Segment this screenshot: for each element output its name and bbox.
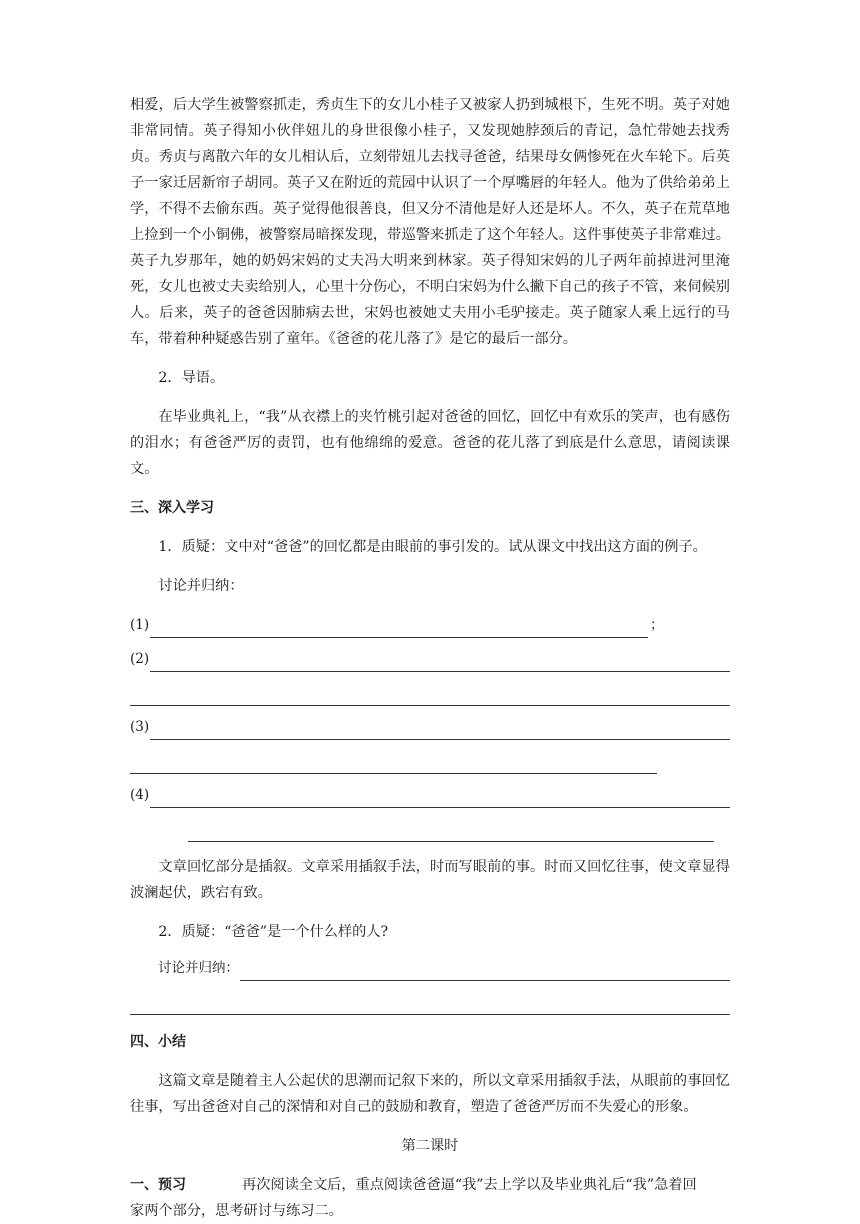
section-heading-deep-study: 三、深入学习 bbox=[130, 500, 214, 516]
preview-text-first: 再次阅读全文后，重点阅读爸爸逼“我”去上学以及毕业典礼后“我”急着回 bbox=[242, 1177, 697, 1193]
question-2: 2．质疑：“爸爸”是一个什么样的人? bbox=[158, 924, 389, 940]
blank-line bbox=[150, 653, 730, 672]
section-heading-summary: 四、小结 bbox=[130, 1034, 186, 1050]
blank-semicolon: ； bbox=[650, 617, 664, 633]
answer-blank-3[interactable] bbox=[130, 714, 730, 740]
discuss-label: 讨论并归纳： bbox=[158, 578, 244, 594]
blank-label-4: (4) bbox=[130, 787, 150, 803]
blank-label-2: (2) bbox=[130, 651, 150, 667]
blank-line bbox=[150, 789, 730, 808]
blank-label-3: (3) bbox=[130, 719, 150, 735]
preview-text-second: 家两个部分，思考研讨与练习二。 bbox=[130, 1203, 343, 1219]
intro-paragraph: 相爱，后大学生被警察抓走，秀贞生下的女儿小桂子又被家人扔到城根下，生死不明。英子对她非常同情。英子得知小伙伴妞儿的身世很像小桂子，又发现她脖颈后的青记，急忙带她去找秀贞。秀贞与离散六年的女儿相认后，立刻带妞儿去找寻爸爸，结果母女俩惨死在火车轮下。后英子一家迁居新帘子胡同。英子又在附近的荒园中认识了一个厚嘴唇的年轻人。他为了供给弟弟上学，不得不去偷东西。英子觉得他很善良，但又分不清他是好人还是坏人。不久，英子在荒草地上捡到一个小铜佛，被警察局暗探发现，带巡警来抓走了这个年轻人。这件事使英子非常难过。英子九岁那年，她的奶妈宋妈的丈夫冯大明来到林家。英子得知宋妈的儿子两年前掉进河里淹死，女儿也被丈夫卖给别人，心里十分伤心，不明白宋妈为什么撇下自己的孩子不管，来伺候别人。后来，英子的爸爸因肺病去世，宋妈也被她丈夫用小毛驴接走。英子随家人乘上远行的马车，带着种种疑惑告别了童年。《爸爸的花儿落了》是它的最后一部分。 bbox=[130, 97, 730, 347]
question-1: 1．质疑：文中对“爸爸”的回忆都是由眼前的事引发的。试从课文中找出这方面的例子。 bbox=[158, 539, 707, 555]
answer-blank-2[interactable] bbox=[130, 646, 730, 672]
blank-line-continuation[interactable] bbox=[130, 1013, 730, 1015]
answer-blank-1[interactable] bbox=[130, 612, 730, 638]
preview-row bbox=[130, 1172, 730, 1198]
lesson-2-title: 第二课时 bbox=[401, 1138, 459, 1154]
document-page bbox=[130, 92, 730, 1224]
insertion-summary: 文章回忆部分是插叙。文章采用插叙手法，时而写眼前的事。时而又回忆往事，使文章显得波澜起伏，跌宕有致。 bbox=[130, 859, 730, 901]
blank-label-1: (1) bbox=[130, 617, 150, 633]
summary-text: 这篇文章是随着主人公起伏的思潮而记叙下来的，所以文章采用插叙手法，从眼前的事回忆往事，写出爸爸对自己的深情和对自己的鼓励和教育，塑造了爸爸严厉而不失爱心的形象。 bbox=[130, 1073, 730, 1115]
blank-line bbox=[240, 962, 730, 981]
answer-blank-father[interactable] bbox=[130, 955, 730, 981]
blank-line-continuation[interactable] bbox=[130, 704, 730, 706]
guide-text: 在毕业典礼上，“我”从衣襟上的夹竹桃引起对爸爸的回忆，回忆中有欢乐的笑声，也有感伤的泪水；有爸爸严厉的责罚，也有他绵绵的爱意。爸爸的花儿落了到底是什么意思，请阅读课文。 bbox=[130, 409, 730, 477]
blank-line bbox=[150, 619, 648, 638]
blank-line-continuation[interactable] bbox=[188, 840, 714, 842]
discuss-label-2: 讨论并归纳： bbox=[158, 960, 239, 976]
answer-blank-4[interactable] bbox=[130, 782, 730, 808]
blank-line bbox=[150, 721, 730, 740]
section-heading-preview: 一、预习 bbox=[130, 1177, 186, 1193]
guide-title: 2．导语。 bbox=[158, 370, 225, 386]
blank-line-continuation[interactable] bbox=[130, 772, 657, 774]
